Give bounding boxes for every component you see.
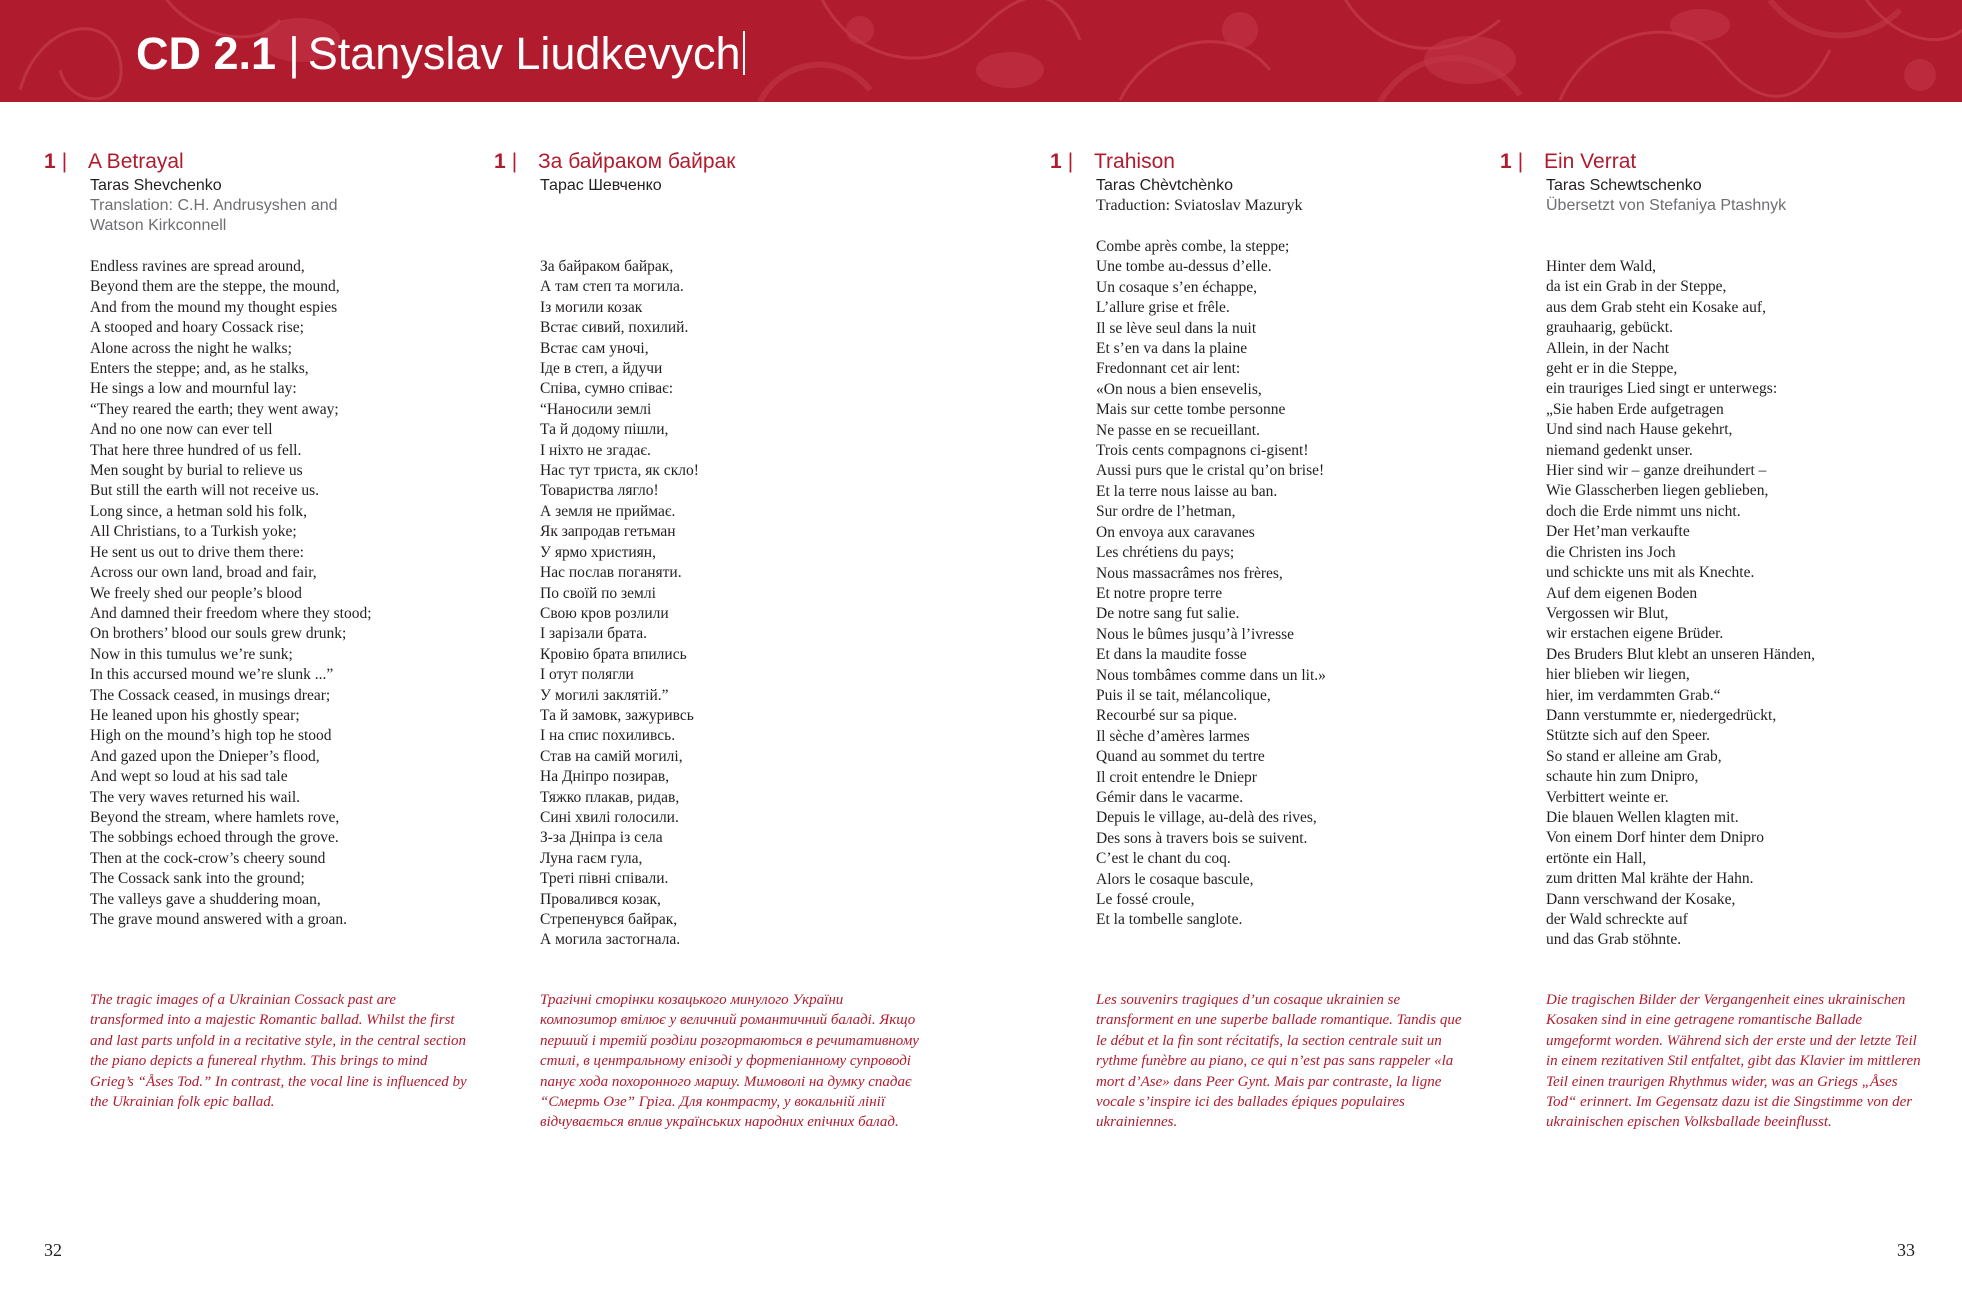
poem-line: Кровію брата впились: [540, 645, 687, 663]
poem-line: І на спис похиливсь.: [540, 727, 676, 745]
track-number: 1 |: [494, 150, 518, 173]
poem-line: Aussi purs que le cristal qu’on brise!: [1096, 462, 1325, 480]
poem-line: Von einem Dorf hinter dem Dnipro: [1546, 829, 1764, 847]
poem-line: Il sèche d’amères larmes: [1096, 727, 1250, 745]
poem-line: Une tombe au-dessus d’elle.: [1096, 258, 1272, 276]
poem-line: Та й додому пішли,: [540, 421, 669, 439]
poem-line: Співа, сумно співає:: [540, 380, 674, 398]
translator-line: Translation: C.H. Andrusyshen and: [90, 197, 338, 214]
poem-line: Combe après combe, la steppe;: [1096, 238, 1290, 255]
poem-line: Et dans la maudite fosse: [1096, 646, 1247, 664]
song-heading: [494, 150, 934, 176]
song-meta: [1096, 176, 1470, 216]
poem-line: Ne passe en se recueillant.: [1096, 421, 1260, 439]
poem-line: geht er in die Steppe,: [1546, 360, 1678, 378]
poem-line: Now in this tumulus we’re sunk;: [90, 645, 293, 663]
poem-line: Hier sind wir – ganze dreihundert –: [1546, 462, 1767, 480]
commentary-french: Les souvenirs tragiques d’un cosaque ukrainien se transforment en une superbe ballade romantique. Tandis que le début et la fin sont récitatifs, la section centrale suit un rythme funèbre au piano, ce qui n’est pas sans rappeler «la mort d’Ase» dans Peer Gynt. Mais par contraste, la ligne vocale s’inspire ici des ballades épiques populaires ukrainiennes.: [1096, 992, 1462, 1131]
poet-name: Taras Schewtschenko: [1546, 177, 1702, 194]
poem-line: All Christians, to a Turkish yoke;: [90, 523, 297, 541]
poem-line: aus dem Grab steht ein Kosake auf,: [1546, 298, 1766, 316]
poem-line: У ярмо християн,: [540, 543, 656, 561]
poem-line: Die blauen Wellen klagten mit.: [1546, 808, 1739, 826]
poem-line: De notre sang fut salie.: [1096, 605, 1240, 623]
poem-line: Нас послав поганяти.: [540, 564, 682, 582]
poem-line: But still the earth will not receive us.: [90, 482, 320, 500]
poem-line: Alors le cosaque bascule,: [1096, 870, 1254, 888]
poem-line: І зарізали брата.: [540, 625, 647, 643]
poem-line: He leaned upon his ghostly spear;: [90, 706, 300, 724]
commentary-ukrainian: Трагічні сторінки козацького минулого України композитор втілює у величний романтичний баладі. Якщо перший і третій розділи розгортаються в речитативному стилі, в центральному епізоді у фортепіанному супроводі панує хода похоронного маршу. Мимоволі на думку спадає “Смерть Озе” Гріга. Для контрасту, у вокальній лінії відчувається вплив українських народних епічних балад.: [540, 992, 919, 1131]
song-meta: [540, 176, 934, 196]
poem-line: On brothers’ blood our souls grew drunk;: [90, 625, 347, 643]
poem-line: Nous massacrâmes nos frères,: [1096, 564, 1283, 582]
poem-line: Із могили козак: [540, 298, 643, 316]
track-number: 1 |: [1050, 150, 1074, 173]
poem-line: schaute hin zum Dnipro,: [1546, 768, 1699, 786]
poem-line: ertönte ein Hall,: [1546, 849, 1647, 867]
poem-line: Hinter dem Wald,: [1546, 258, 1656, 275]
song-heading: [44, 150, 464, 176]
column-english: [44, 150, 464, 930]
poem-line: der Wald schreckte auf: [1546, 911, 1688, 928]
poem-line: Beyond the stream, where hamlets rove,: [90, 808, 340, 826]
poem-line: За байраком байрак,: [540, 258, 674, 275]
poem-line: die Christen ins Joch: [1546, 543, 1676, 561]
poem-line: З-за Дніпра із села: [540, 829, 663, 847]
poem-line: da ist ein Grab in der Steppe,: [1546, 278, 1727, 296]
track-number: 1 |: [44, 150, 68, 173]
song-title: A Betrayal: [88, 150, 184, 173]
page-number-right: 33: [1897, 1240, 1915, 1260]
poem-line: And wept so loud at his sad tale: [90, 768, 288, 786]
song-meta: [90, 176, 464, 236]
composer-name: Stanyslav Liudkevych: [307, 28, 741, 79]
poem-line: Trois cents compagnons ci-gisent!: [1096, 442, 1309, 460]
poem-line: We freely shed our people’s blood: [90, 584, 302, 602]
poem-line: Nous le bûmes jusqu’à l’ivresse: [1096, 625, 1295, 643]
poem-line: Long since, a hetman sold his folk,: [90, 502, 307, 520]
poem-line: ein trauriges Lied singt er unterwegs:: [1546, 380, 1778, 398]
poem-line: Стрепенувся байрак,: [540, 911, 678, 928]
poem-line: Сині хвилі голосили.: [540, 808, 679, 826]
song-title: Ein Verrat: [1544, 150, 1637, 173]
title-separator: |: [288, 28, 300, 79]
poem-line: Stützte sich auf den Speer.: [1546, 727, 1710, 745]
translator-line: Watson Kirkconnell: [90, 217, 227, 234]
poem-line: Recourbé sur sa pique.: [1096, 707, 1238, 725]
poem-line: und schickte uns mit als Knechte.: [1546, 564, 1755, 582]
poem-line: Став на самій могилі,: [540, 747, 683, 765]
poem-line: Луна гаєм гула,: [540, 849, 643, 867]
poem-line: «On nous a bien ensevelis,: [1096, 380, 1262, 398]
poem-line: Allein, in der Nacht: [1546, 339, 1670, 357]
poem-line: The Cossack sank into the ground;: [90, 870, 305, 888]
poem-line: Fredonnant cet air lent:: [1096, 360, 1241, 378]
poem-line: На Дніпро позирав,: [540, 768, 670, 786]
poem-line: А могила застогнала.: [540, 931, 681, 949]
poem-line: Verbittert weinte er.: [1546, 788, 1669, 806]
poem-line: Et la tombelle sanglote.: [1096, 911, 1243, 929]
poem-line: grauhaarig, gebückt.: [1546, 319, 1673, 337]
poem-text: [90, 257, 464, 930]
poem-line: Як запродав гетьман: [540, 523, 676, 541]
cd-label: CD 2.1: [136, 28, 277, 79]
banner-title: [136, 28, 745, 80]
poem-line: And from the mound my thought espies: [90, 298, 338, 316]
poem-line: That here three hundred of us fell.: [90, 441, 302, 459]
poem-line: Depuis le village, au-delà des rives,: [1096, 809, 1317, 827]
header-banner: [0, 0, 1962, 102]
translator-line: Traduction: Sviatoslav Mazuryk: [1096, 197, 1303, 214]
poem-line: A stooped and hoary Cossack rise;: [90, 319, 304, 337]
poem-text: [540, 257, 934, 951]
commentary-german: Die tragischen Bilder der Vergangenheit eines ukrainischen Kosaken sind in eine getragene romantische Ballade umgeformt worden. Während sich der erste und der letzte Teil in einem rezitativen Stil entfaltet, gibt das Klavier im mittleren Teil einen traurigen Rhythmus wider, was an Griegs „Åses Tod“ erinnert. Im Gegensatz dazu ist die Singstimme von der ukrainischen epischen Volksballade beeinflusst.: [1546, 992, 1921, 1131]
poem-line: Sur ordre de l’hetman,: [1096, 503, 1236, 521]
poem-line: Beyond them are the steppe, the mound,: [90, 278, 340, 296]
poem-line: І ніхто не згадає.: [540, 441, 651, 459]
poem-line: Vergossen wir Blut,: [1546, 604, 1669, 622]
poem-line: По своїй по землі: [540, 584, 656, 602]
poem-line: У могилі заклятій.”: [540, 686, 669, 704]
poem-line: Puis il se tait, mélancolique,: [1096, 686, 1271, 704]
poem-line: Mais sur cette tombe personne: [1096, 401, 1286, 419]
song-meta: [1546, 176, 1940, 216]
poem-line: Та й замовк, зажуривсь: [540, 706, 694, 724]
poem-line: Der Het’man verkaufte: [1546, 523, 1690, 541]
poem-line: niemand gedenkt unser.: [1546, 441, 1693, 459]
poet-name: Тарас Шевченко: [540, 177, 662, 194]
poem-line: Dann verstummte er, niedergedrückt,: [1546, 706, 1777, 724]
song-title: За байраком байрак: [538, 150, 736, 173]
poem-line: Встає сам уночі,: [540, 339, 649, 357]
poem-line: Il se lève seul dans la nuit: [1096, 319, 1257, 337]
poem-line: hier, im verdammten Grab.“: [1546, 686, 1721, 704]
poem-line: Il croit entendre le Dniepr: [1096, 768, 1257, 786]
poem-line: The sobbings echoed through the grove.: [90, 829, 339, 847]
poem-line: On envoya aux caravanes: [1096, 523, 1255, 541]
column-ukrainian: [494, 150, 934, 951]
poem-line: Des Bruders Blut klebt an unseren Händen,: [1546, 645, 1816, 663]
poem-line: He sent us out to drive them there:: [90, 543, 304, 561]
commentary-english: The tragic images of a Ukrainian Cossack past are transformed into a majestic Romantic ballad. Whilst the first and last parts unfold in a recitative style, in the central section the piano depicts a funereal rhythm. This brings to mind Grieg’s “Åses Tod.” In contrast, the vocal line is influenced by the Ukrainian folk epic ballad.: [90, 992, 467, 1111]
poem-line: In this accursed mound we’re slunk ...”: [90, 666, 334, 684]
song-title: Trahison: [1094, 150, 1175, 173]
poem-line: He sings a low and mournful lay:: [90, 380, 297, 398]
poem-line: Тяжко плакав, ридав,: [540, 788, 680, 806]
poem-line: А там степ та могила.: [540, 278, 684, 296]
poem-line: Enters the steppe; and, as he stalks,: [90, 360, 309, 378]
poem-line: Товариства лягло!: [540, 482, 659, 500]
poem-line: And damned their freedom where they stood;: [90, 604, 372, 622]
poem-line: „Sie haben Erde aufgetragen: [1546, 400, 1724, 418]
poem-line: Across our own land, broad and fair,: [90, 564, 317, 582]
translator-line: Übersetzt von Stefaniya Ptashnyk: [1546, 197, 1787, 214]
poem-line: And gazed upon the Dnieper’s flood,: [90, 747, 320, 765]
poet-name: Taras Chèvtchènko: [1096, 177, 1233, 194]
poem-line: C’est le chant du coq.: [1096, 850, 1231, 868]
poem-line: Gémir dans le vacarme.: [1096, 788, 1244, 806]
poem-line: Un cosaque s’en échappe,: [1096, 278, 1257, 296]
poem-line: А земля не приймає.: [540, 502, 676, 520]
poem-line: Іде в степ, а йдучи: [540, 360, 663, 378]
poem-text: [1546, 257, 1940, 951]
poem-line: Und sind nach Hause gekehrt,: [1546, 421, 1733, 439]
poem-line: Свою кров розлили: [540, 604, 669, 622]
poem-line: The Cossack ceased, in musings drear;: [90, 686, 331, 704]
poem-line: Нас тут триста, як скло!: [540, 462, 699, 480]
poem-line: doch die Erde nimmt uns nicht.: [1546, 502, 1741, 520]
poem-line: The grave mound answered with a groan.: [90, 911, 347, 928]
poem-line: Et s’en va dans la plaine: [1096, 340, 1248, 358]
poem-line: Endless ravines are spread around,: [90, 258, 305, 275]
poem-line: Le fossé croule,: [1096, 891, 1195, 908]
poem-line: “They reared the earth; they went away;: [90, 400, 339, 418]
poem-line: Then at the cock-crow’s cheery sound: [90, 849, 326, 867]
column-french: [1050, 150, 1470, 931]
poem-line: Треті півні співали.: [540, 870, 669, 888]
track-number: 1 |: [1500, 150, 1524, 173]
poem-line: High on the mound’s high top he stood: [90, 727, 332, 745]
poem-line: Alone across the night he walks;: [90, 339, 292, 357]
poem-line: wir erstachen eigene Brüder.: [1546, 625, 1724, 643]
column-german: [1500, 150, 1940, 951]
poem-line: “Наносили землі: [540, 400, 652, 418]
poem-line: Quand au sommet du tertre: [1096, 748, 1265, 766]
poem-line: Встає сивий, похилий.: [540, 319, 689, 337]
poem-line: The valleys gave a shuddering moan,: [90, 890, 321, 908]
poem-text: [1096, 237, 1470, 931]
poem-line: Dann verschwand der Kosake,: [1546, 890, 1736, 908]
page-number-left: 32: [44, 1240, 62, 1260]
poem-line: The very waves returned his wail.: [90, 788, 301, 806]
text-cursor: [743, 31, 745, 75]
poem-line: Wie Glasscherben liegen geblieben,: [1546, 482, 1769, 500]
poem-line: Men sought by burial to relieve us: [90, 462, 303, 480]
poem-line: And no one now can ever tell: [90, 421, 273, 439]
song-heading: [1050, 150, 1470, 176]
poem-line: und das Grab stöhnte.: [1546, 931, 1682, 949]
poem-line: Nous tombâmes comme dans un lit.»: [1096, 666, 1326, 684]
poem-line: L’allure grise et frêle.: [1096, 299, 1230, 317]
poem-line: Les chrétiens du pays;: [1096, 544, 1235, 562]
poem-line: Et la terre nous laisse au ban.: [1096, 482, 1278, 500]
poet-name: Taras Shevchenko: [90, 177, 222, 194]
poem-line: Et notre propre terre: [1096, 584, 1223, 602]
poem-line: Auf dem eigenen Boden: [1546, 584, 1698, 602]
poem-line: І отут полягли: [540, 666, 634, 684]
poem-line: zum dritten Mal krähte der Hahn.: [1546, 870, 1754, 888]
poem-line: Провалився козак,: [540, 890, 661, 908]
song-heading: [1500, 150, 1940, 176]
poem-line: hier blieben wir liegen,: [1546, 666, 1690, 684]
poem-line: Des sons à travers bois se suivent.: [1096, 829, 1308, 847]
poem-line: So stand er alleine am Grab,: [1546, 747, 1722, 765]
